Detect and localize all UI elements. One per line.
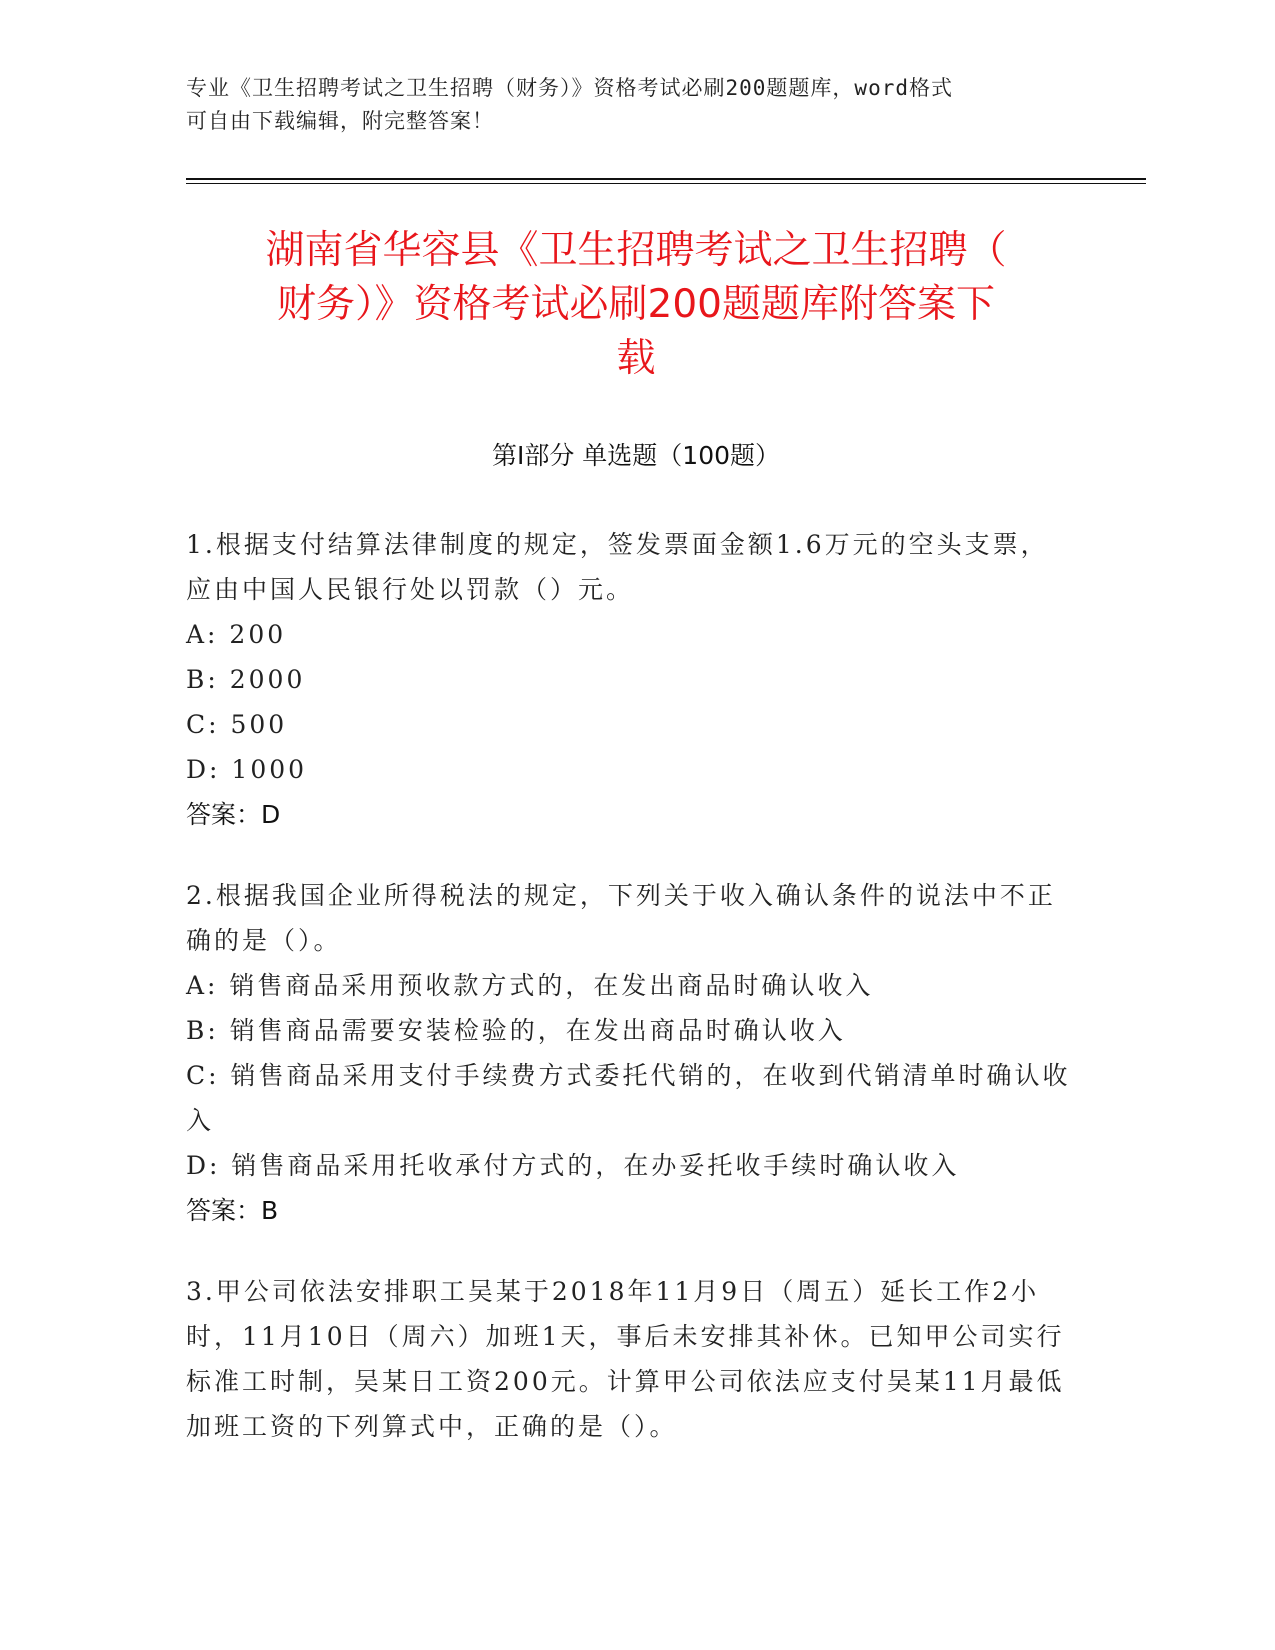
option-d: D: 销售商品采用托收承付方式的，在办妥托收手续时确认收入 (186, 1151, 960, 1180)
option-a: A: 销售商品采用预收款方式的，在发出商品时确认收入 (186, 971, 874, 1000)
option-a: A: 200 (186, 620, 287, 649)
header-divider-thick (186, 178, 1146, 180)
page-header (186, 72, 1066, 138)
title-line-3: 载 (616, 336, 656, 381)
answer: 答案：D (186, 800, 281, 829)
answer: 答案：B (186, 1196, 279, 1225)
header-line-1: 专业《卫生招聘考试之卫生招聘（财务）》资格考试必刷200题题库，word格式 (186, 76, 953, 100)
question-3 (186, 1269, 1076, 1449)
question-list (186, 522, 1076, 1485)
header-divider-thin (186, 183, 1146, 184)
option-c: C: 销售商品采用支付手续费方式委托代销的，在收到代销清单时确认收入 (186, 1061, 1071, 1135)
question-1 (186, 522, 1076, 837)
question-2 (186, 873, 1076, 1233)
document-title (186, 224, 1086, 386)
title-line-2: 财务）》资格考试必刷200题题库附答案下 (277, 282, 995, 327)
question-stem: 2.根据我国企业所得税法的规定，下列关于收入确认条件的说法中不正确的是（）。 (186, 881, 1056, 955)
header-line-2: 可自由下载编辑，附完整答案！ (186, 109, 494, 133)
option-d: D: 1000 (186, 755, 308, 784)
option-c: C: 500 (186, 710, 288, 739)
title-line-1: 湖南省华容县《卫生招聘考试之卫生招聘（ (265, 228, 1007, 273)
question-stem: 1.根据支付结算法律制度的规定，签发票面金额1.6万元的空头支票，应由中国人民银行处以罚款（）元。 (186, 530, 1049, 604)
question-stem: 3.甲公司依法安排职工吴某于2018年11月9日（周五）延长工作2小时，11月10日（周六）加班1天，事后未安排其补休。已知甲公司实行标准工时制，吴某日工资200元。计算甲公司依法应支付吴某11月最低加班工资的下列算式中，正确的是（）。 (186, 1277, 1065, 1441)
option-b: B: 2000 (186, 665, 306, 694)
option-b: B: 销售商品需要安装检验的，在发出商品时确认收入 (186, 1016, 846, 1045)
section-title: 第Ⅰ部分 单选题（100题） (491, 441, 781, 470)
